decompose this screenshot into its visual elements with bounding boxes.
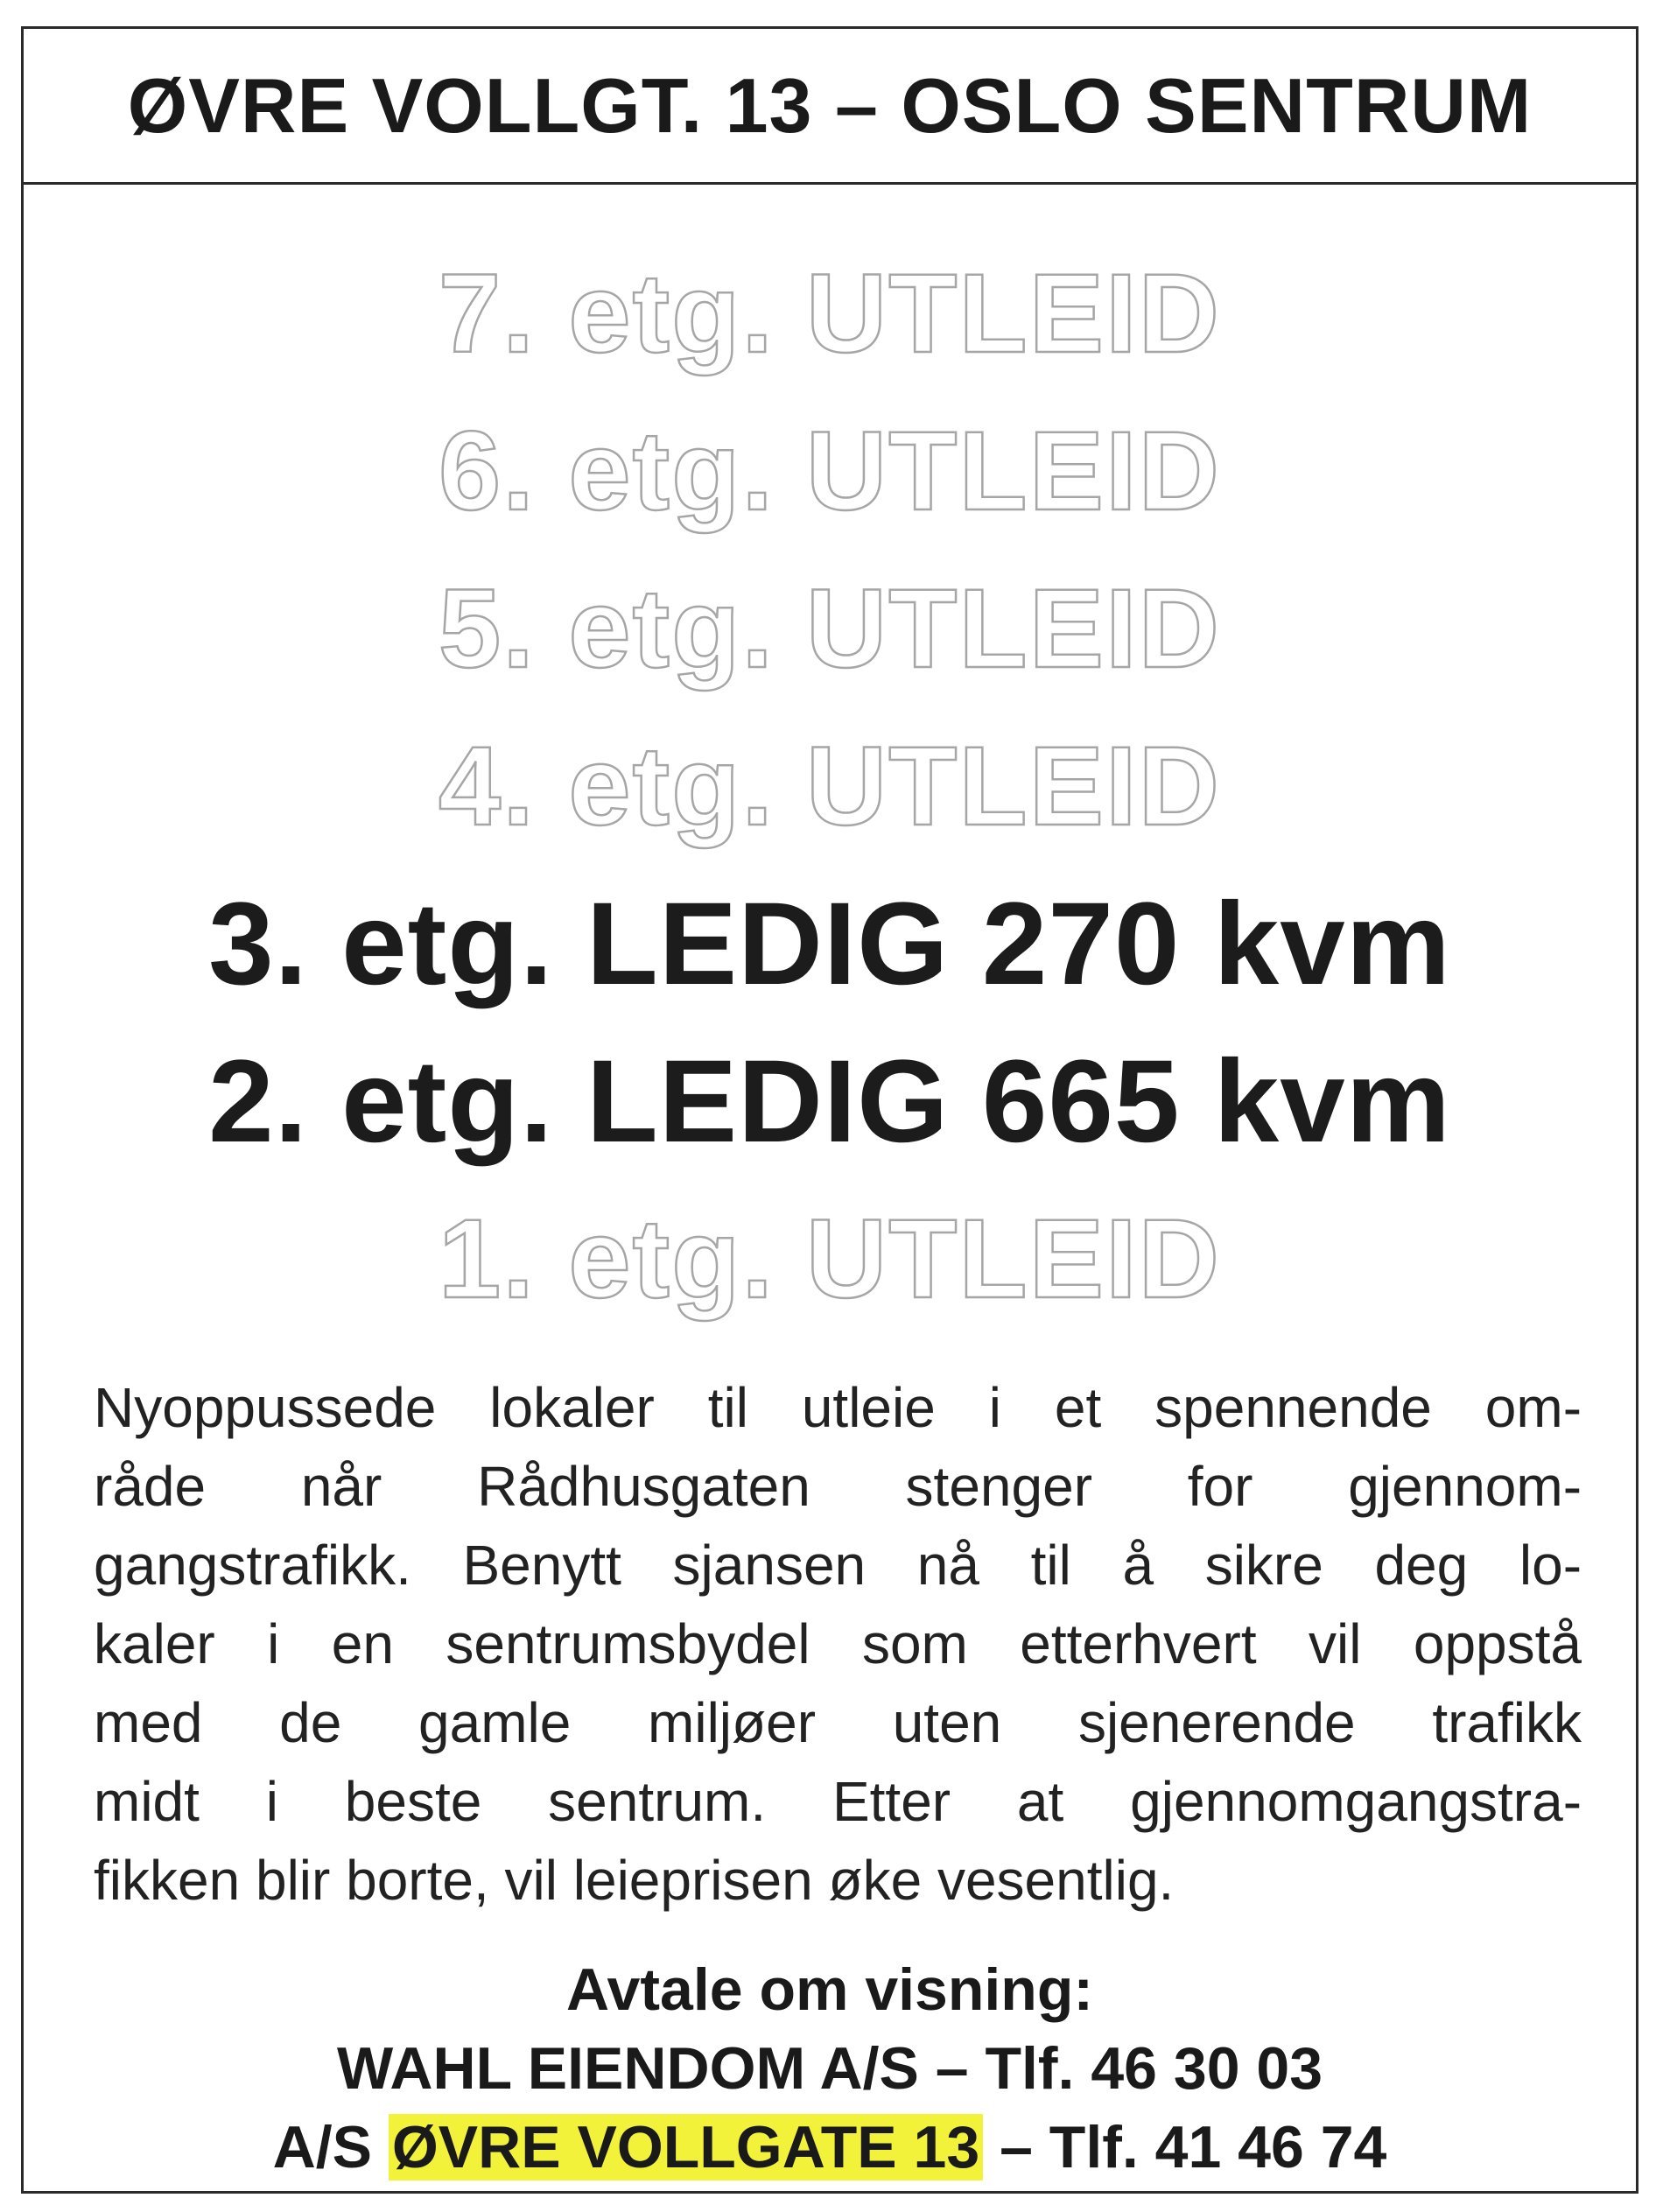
floor-label: 6. etg. (439, 408, 775, 534)
highlighted-company-name: ØVRE VOLLGATE 13 (389, 2114, 983, 2180)
floor-size: 665 kvm (981, 1036, 1451, 1167)
floor-status: LEDIG (586, 1036, 950, 1167)
description-line: Nyoppussede lokaler til utleie i et spennende om- (94, 1376, 1582, 1439)
floor-7-line (24, 235, 1636, 392)
floor-status: UTLEID (805, 723, 1221, 849)
floor-label: 5. etg. (439, 565, 775, 692)
floor-4-line (24, 707, 1636, 865)
floor-5-line (24, 550, 1636, 707)
floor-3-line (24, 865, 1636, 1022)
description-line: råde når Rådhusgaten stenger for gjennom- (94, 1455, 1582, 1518)
floor-status: UTLEID (805, 565, 1221, 692)
floor-label: 1. etg. (439, 1196, 775, 1322)
description-line: med de gamle miljøer uten sjenerende trafikk (94, 1691, 1582, 1754)
floor-label: 4. etg. (439, 723, 775, 849)
floor-1-line (24, 1180, 1636, 1338)
floor-label: 7. etg. (439, 250, 775, 376)
floor-list (24, 235, 1636, 1338)
contact-ovre-vollgate (24, 2108, 1636, 2187)
description-line: gangstrafikk. Benytt sjansen nå til å sikre deg lo- (94, 1534, 1582, 1597)
description-line: midt i beste sentrum. Etter at gjennomgangstra- (94, 1770, 1582, 1833)
floor-status: UTLEID (805, 408, 1221, 534)
description-line: kaler i en sentrumsbydel som etterhvert vil oppstå (94, 1612, 1582, 1675)
advertisement-frame (21, 26, 1638, 2194)
address-title: ØVRE VOLLGT. 13 – OSLO SENTRUM (127, 61, 1533, 149)
description-line: fikken blir borte, vil leieprisen øke vesentlig. (94, 1849, 1175, 1912)
floor-status: UTLEID (805, 250, 1221, 376)
floor-label: 3. etg. (208, 878, 554, 1009)
floor-2-line (24, 1022, 1636, 1180)
contact-prefix: A/S (272, 2114, 389, 2180)
floor-status: UTLEID (805, 1196, 1221, 1322)
floor-6-line (24, 392, 1636, 550)
contact-block (24, 1950, 1636, 2187)
floor-label: 2. etg. (208, 1036, 554, 1167)
floor-size: 270 kvm (981, 878, 1451, 1009)
contact-wahl-eiendom: WAHL EIENDOM A/S – Tlf. 46 30 03 (336, 2035, 1323, 2102)
contact-heading: Avtale om visning: (565, 1956, 1094, 2023)
description-paragraph (94, 1368, 1582, 1920)
floor-status: LEDIG (586, 878, 950, 1009)
ad-header (24, 29, 1636, 185)
contact-phone: – Tlf. 41 46 74 (983, 2114, 1387, 2180)
